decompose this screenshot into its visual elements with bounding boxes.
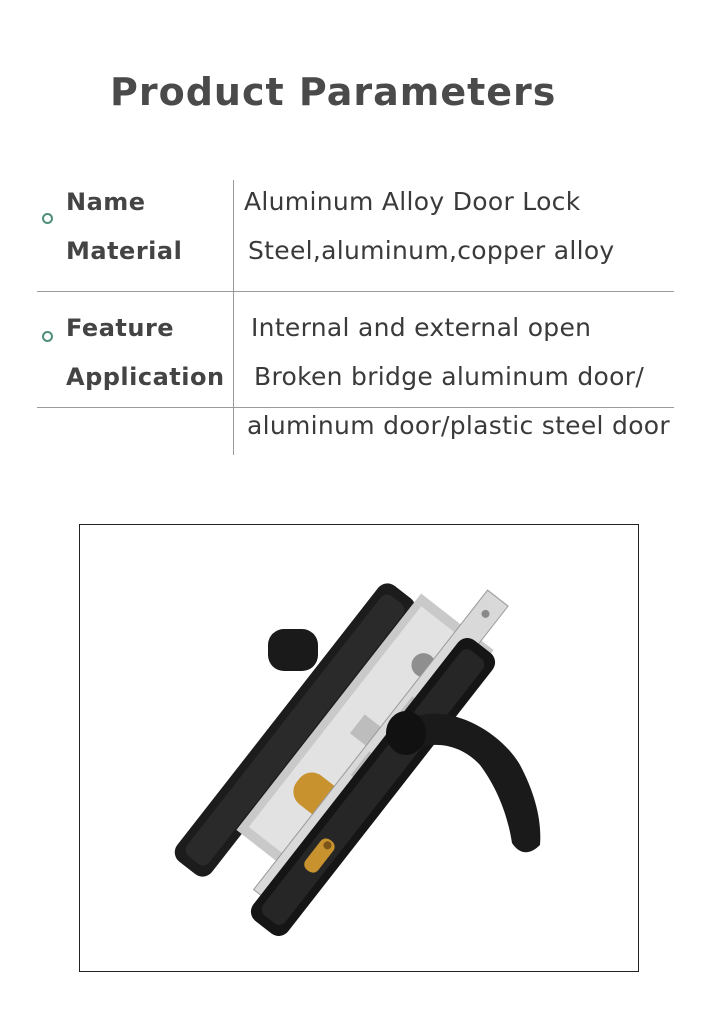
row-divider-1 <box>37 291 674 292</box>
feature-label: Feature <box>66 314 175 342</box>
material-label: Material <box>66 237 183 265</box>
door-lock-illustration <box>80 525 638 971</box>
page-title: Product Parameters <box>110 70 557 114</box>
bullet-icon <box>42 331 53 342</box>
name-label: Name <box>66 188 146 216</box>
name-value: Aluminum Alloy Door Lock <box>244 187 581 216</box>
product-photo <box>79 524 639 972</box>
row-divider-2 <box>37 407 674 408</box>
application-label: Application <box>66 363 225 391</box>
column-divider <box>233 180 234 455</box>
material-value: Steel,aluminum,copper alloy <box>248 236 615 265</box>
feature-value: Internal and external open <box>251 313 592 342</box>
bullet-icon <box>42 213 53 224</box>
application-value-line-1: Broken bridge aluminum door/ <box>254 362 645 391</box>
application-value-line-2: aluminum door/plastic steel door <box>247 411 670 440</box>
